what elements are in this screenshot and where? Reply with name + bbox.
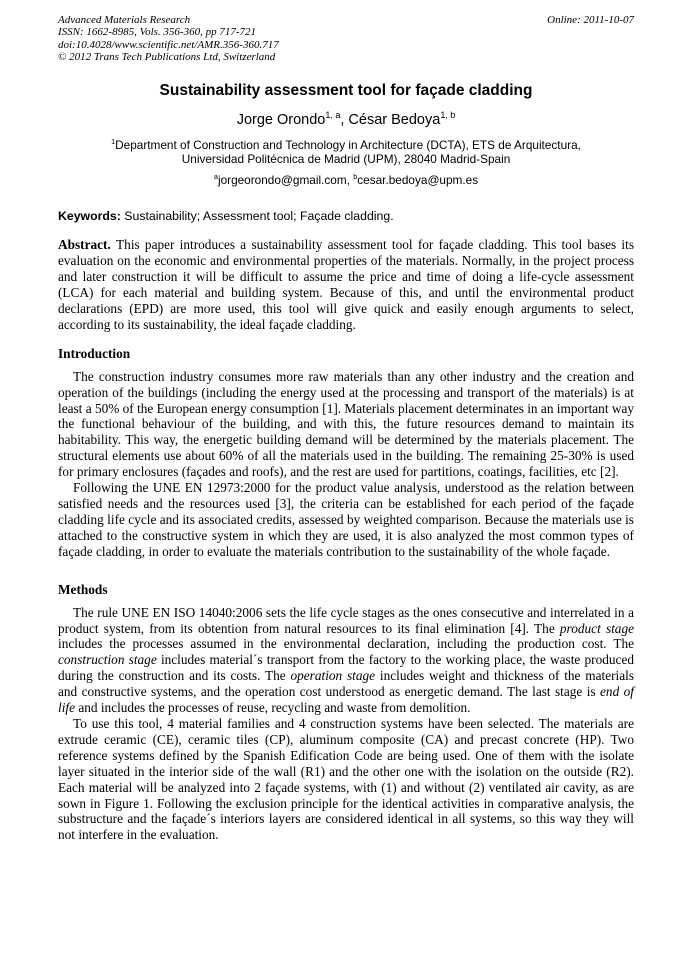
introduction-paragraph-2: Following the UNE EN 12973:2000 for the product value analysis, understood as the relation between satisfied needs and the resources used [3], the criteria can be established for each period of the façade cladding life cycle and its associated credits, assessed by weighted comparison. Because the materials use is attached to the constructive system in which they are used, it is also analyzed the most common types of façade cladding, in order to evaluate the materials contribution to the sustainability of the whole façade. <box>58 480 634 559</box>
keywords-line: Keywords: Sustainability; Assessment tool; Façade cladding. <box>58 209 394 224</box>
copyright-line: © 2012 Trans Tech Publications Ltd, Switzerland <box>58 51 276 64</box>
issn-volume-line: ISSN: 1662-8985, Vols. 356-360, pp 717-721 <box>58 26 256 39</box>
online-date: Online: 2011-10-07 <box>547 14 634 26</box>
section-heading-introduction: Introduction <box>58 345 131 361</box>
affiliation-line-1: $^1$Department of Construction and Technology in Architecture (DCTA), ETS de Arquitectura, <box>111 136 581 152</box>
methods-paragraph-1: The rule UNE EN ISO 14040:2006 sets the life cycle stages as the ones consecutive and interrelated in a product system, from its obtention from natural resources to its final elimination [4]. The product stage includes the processes assumed in the environmental declaration, including the production cost. The construction stage includes material´s transport from the factory to the working place, the waste produced during the construction and its costs. The operation stage includes weight and thickness of the materials and constructive systems, and the operation cost understood as energetic demand. The last stage is end of life and includes the processes of reuse, recycling and waste from demolition. <box>58 604 635 716</box>
abstract-paragraph: Abstract. This paper introduces a sustainability assessment tool for façade cladding. This tool bases its evaluation on the economic and environmental properties of the materials. Normally, in the project process and later construction it will be difficult to assume the price and time of doing a life-cycle assessment (LCA) for each material and building system. Because of this, and until the environmental product declarations (EPD) are more used, this tool will give quick and easily enough arguments to select, according to its sustainability, the ideal façade cladding. <box>58 237 634 332</box>
journal-header-left <box>58 14 279 64</box>
authors-line: Jorge Orondo$^{1, a}$, César Bedoya$^{1, b}$ <box>236 109 456 128</box>
affiliation <box>58 138 634 168</box>
introduction-paragraph-1: The construction industry consumes more raw materials than any other industry and the creation and operation of the buildings (including the energy used at the processing and transport of the materials) is at least a 50% of the European energy consumption [1]. Materials placement determinates in an important way the functional behaviour of the building, and with this, the future resources demand to maintain its habitability. This way, the energetic building demand will be determined by the materials placement. The structural elements use about 60% of all the materials used in the building. The remaining 25-30% is used for primary enclosures (façades and roofs), and the rest are used for partitions, coatings, facilities, etc [2]. <box>58 368 634 480</box>
affiliation-line-2: Universidad Politécnica de Madrid (UPM), 28040 Madrid-Spain <box>181 152 511 167</box>
doi-line: doi:10.4028/www.scientific.net/AMR.356-360.717 <box>58 38 279 51</box>
journal-header <box>58 14 634 64</box>
section-heading-methods: Methods <box>58 581 108 597</box>
methods-paragraph-2: To use this tool, 4 material families and 4 construction systems have been selected. The materials are extrude ceramic (CE), ceramic tiles (CP), aluminum composite (CA) and precast concrete (HP). Two reference systems defined by the Spanish Edification Code are being used. One of them with the isolate layer situated in the interior side of the wall (R1) and the other one with the isolation on the outside (R2). Each material will be analyzed into 2 façade systems, with (1) and without (2) ventilated air cavity, as are sown in Figure 1. Following the exclusion principle for the identical activities in comparative analysis, the substructure and the façade´s interiors layers are considered identical in all systems, so this way they will not interfere in the evaluation. <box>58 715 634 843</box>
paper-title: Sustainability assessment tool for façade cladding <box>159 81 533 99</box>
journal-name: Advanced Materials Research <box>58 14 191 26</box>
author-emails: $^a$jorgeorondo@gmail.com, $^b$cesar.bedoya@upm.es <box>213 172 479 188</box>
